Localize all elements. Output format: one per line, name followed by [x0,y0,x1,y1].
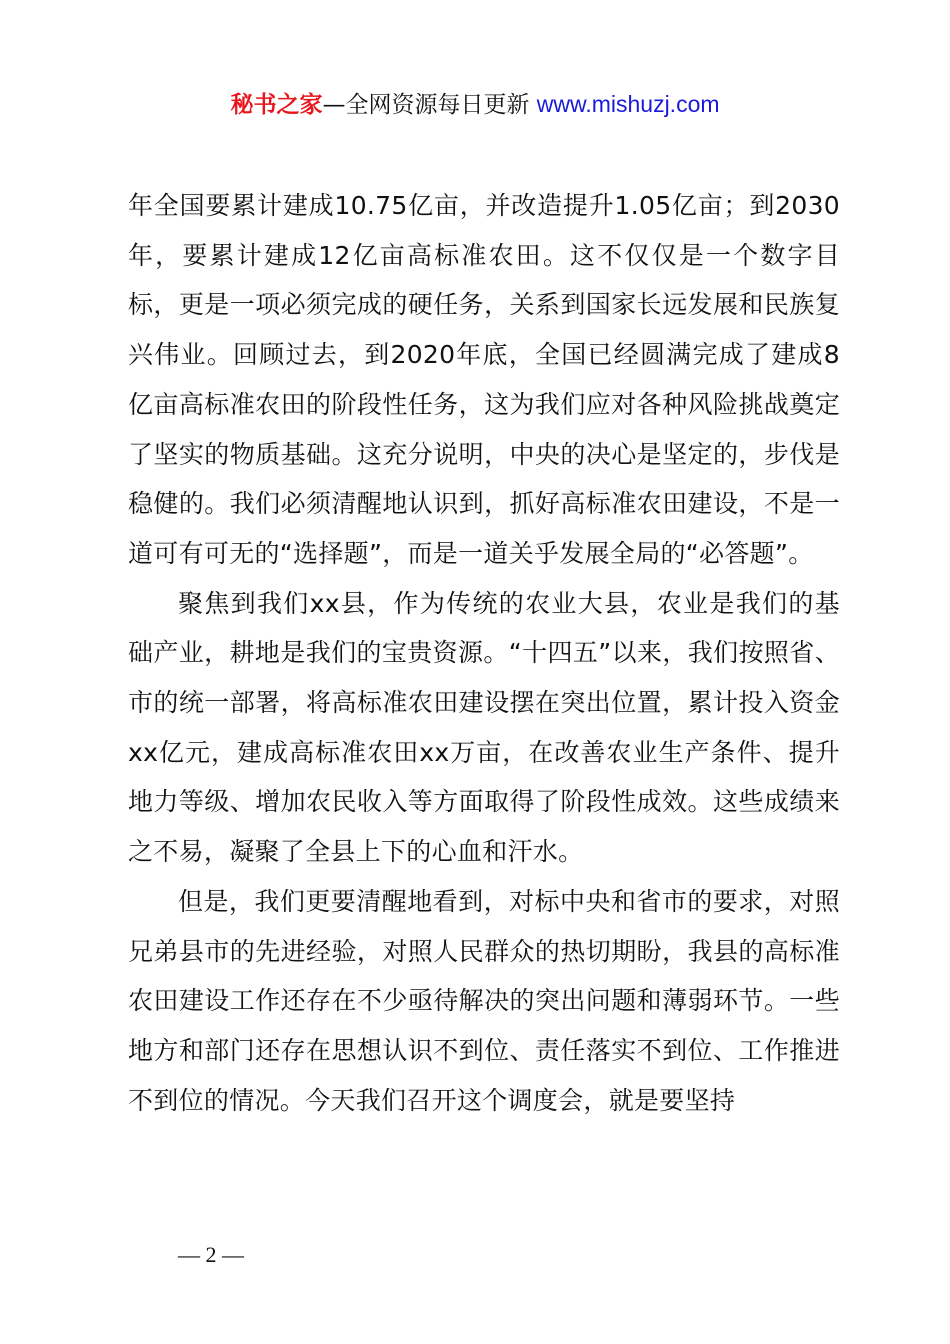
site-url-link[interactable]: www.mishuzj.com [536,91,720,117]
paragraph-problems: 但是，我们更要清醒地看到，对标中央和省市的要求，对照兄弟县市的先进经验，对照人民群众的热切期盼，我县的高标准农田建设工作还存在不少亟待解决的突出问题和薄弱环节。一些地方和部门还存在思想认识不到位、责任落实不到位、工作推进不到位的情况。今天我们召开这个调度会，就是要坚持 [128,886,840,1115]
site-header [0,88,950,121]
document-body [128,181,840,1125]
paragraph-continuation: 年全国要累计建成10.75亿亩，并改造提升1.05亿亩；到2030年，要累计建成12亿亩高标准农田。这不仅仅是一个数字目标，更是一项必须完成的硬任务，关系到国家长远发展和民族复兴伟业。回顾过去，到2020年底，全国已经圆满完成了建成8亿亩高标准农田的阶段性任务，这为我们应对各种风险挑战奠定了坚实的物质基础。这充分说明，中央的决心是坚定的，步伐是稳健的。我们必须清醒地认识到，抓好高标准农田建设，不是一道可有可无的“选择题”，而是一道关乎发展全局的“必答题”。 [128,191,840,568]
paragraph-county-progress: 聚焦到我们xx县，作为传统的农业大县，农业是我们的基础产业，耕地是我们的宝贵资源。“十四五”以来，我们按照省、市的统一部署，将高标准农田建设摆在突出位置，累计投入资金xx亿元，建成高标准农田xx万亩，在改善农业生产条件、提升地力等级、增加农民收入等方面取得了阶段性成效。这些成绩来之不易，凝聚了全县上下的心血和汗水。 [128,588,840,867]
page-number: — 2 — [178,1242,244,1267]
site-brand: 秘书之家 [230,92,323,118]
site-tagline: —全网资源每日更新 [322,92,537,118]
